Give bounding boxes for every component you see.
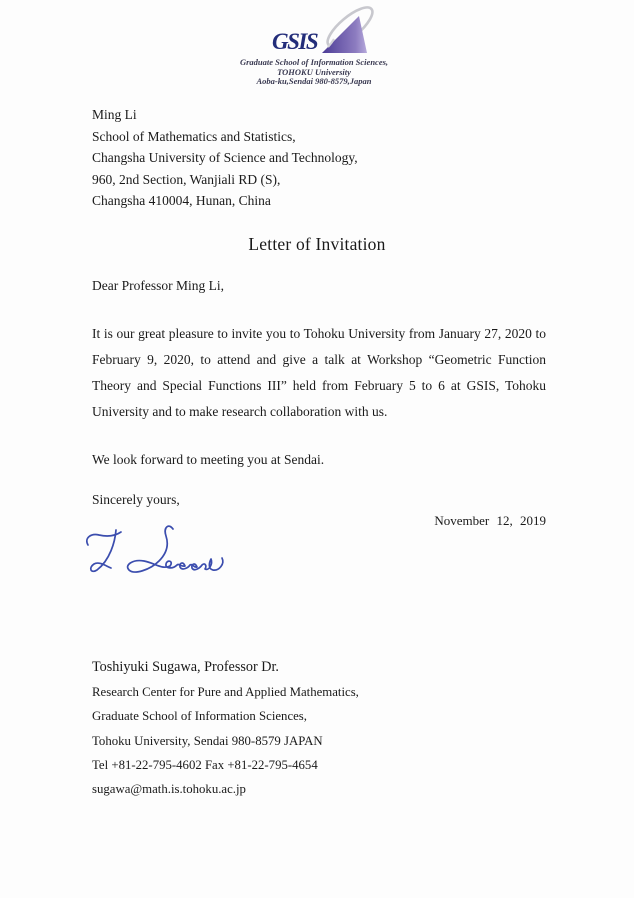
letterhead-line: TOHOKU University (277, 66, 351, 77)
gsis-acronym-text: GSIS (272, 29, 318, 54)
recipient-name: Ming Li (92, 107, 137, 122)
letter-title: Letter of Invitation (248, 234, 386, 254)
recipient-line: 960, 2nd Section, Wanjiali RD (S), (92, 171, 281, 187)
handwritten-signature (82, 522, 234, 600)
sender-line: Graduate School of Information Sciences, (92, 709, 307, 724)
recipient-line: Changsha University of Science and Technology, (92, 150, 358, 166)
sender-phone-fax: Tel +81-22-795-4602 Fax +81-22-795-4654 (92, 757, 318, 772)
letterhead-line: Graduate School of Information Sciences, (239, 57, 389, 67)
sender-block (92, 655, 359, 801)
letterhead-address (228, 58, 400, 87)
body-paragraph-1: It is our great pleasure to invite you to Tohoku University from January 27, 2020 to February 9, 2020, to attend and give a talk at Workshop “Geometric Function Theory and Special Functions III” held from February 5 to 6 at GSIS, Tohoku University and to make research collaboration with us. (92, 326, 546, 419)
body-paragraph-2: We look forward to meeting you at Sendai. (92, 452, 325, 467)
sender-name: Toshiyuki Sugawa, Professor Dr. (92, 659, 279, 675)
gsis-letterhead (228, 8, 400, 87)
sender-line: Research Center for Pure and Applied Mathematics, (92, 685, 359, 699)
closing-phrase: Sincerely yours, (92, 492, 180, 507)
recipient-line: Changsha 410004, Hunan, China (92, 193, 271, 209)
sender-email: sugawa@math.is.tohoku.ac.jp (92, 782, 246, 797)
letter-date: November 12, 2019 (434, 513, 546, 528)
recipient-line: School of Mathematics and Statistics, (92, 128, 296, 144)
recipient-address (92, 104, 358, 212)
sender-line: Tohoku University, Sendai 980-8579 JAPAN (92, 733, 323, 748)
gsis-logo (228, 8, 400, 56)
salutation: Dear Professor Ming Li, (92, 278, 224, 293)
letterhead-line: Aoba-ku,Sendai 980-8579,Japan (256, 76, 372, 87)
gsis-triangle-ellipse-icon (314, 6, 400, 60)
